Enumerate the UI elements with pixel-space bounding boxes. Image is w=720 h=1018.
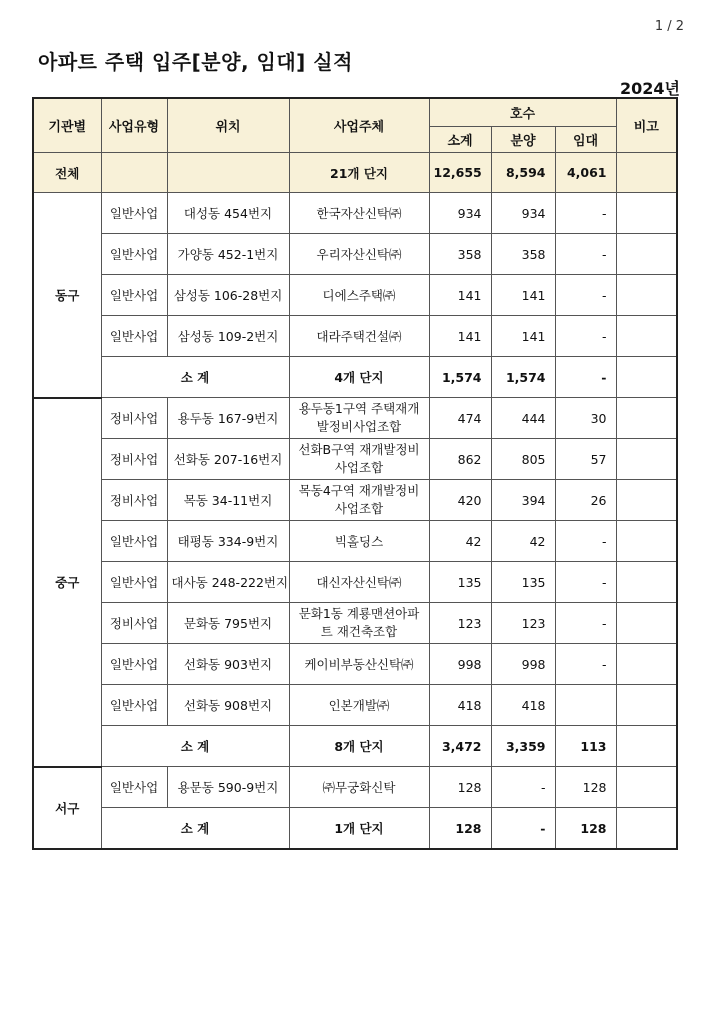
- row-remarks: [616, 275, 677, 316]
- row-sale: 42: [491, 521, 555, 562]
- row-sale: 418: [491, 685, 555, 726]
- row-operator: 케이비부동산신탁㈜: [289, 644, 429, 685]
- header-location: 위치: [167, 98, 289, 153]
- agency-seogu: 서구: [33, 767, 101, 850]
- row-location: 대사동 248-222번지: [167, 562, 289, 603]
- row-type: 정비사업: [101, 480, 167, 521]
- row-operator: 대신자산신탁㈜: [289, 562, 429, 603]
- row-operator: 문화1동 계룡맨션아파트 재건축조합: [289, 603, 429, 644]
- subtotal-remarks: [616, 357, 677, 398]
- row-location: 삼성동 109-2번지: [167, 316, 289, 357]
- row-operator: 인본개발㈜: [289, 685, 429, 726]
- row-sale: 998: [491, 644, 555, 685]
- row-remarks: [616, 480, 677, 521]
- row-subtotal: 418: [429, 685, 491, 726]
- row-subtotal: 128: [429, 767, 491, 808]
- row-type: 일반사업: [101, 316, 167, 357]
- subtotal-rental: -: [555, 357, 616, 398]
- row-type: 일반사업: [101, 193, 167, 234]
- table-row: [33, 234, 677, 275]
- table-row: [33, 562, 677, 603]
- table-row: [33, 685, 677, 726]
- header-operator: 사업주체: [289, 98, 429, 153]
- table-row: [33, 767, 677, 808]
- row-type: 정비사업: [101, 398, 167, 439]
- subtotal-label: 소 계: [101, 726, 289, 767]
- row-location: 선화동 903번지: [167, 644, 289, 685]
- row-subtotal: 358: [429, 234, 491, 275]
- row-remarks: [616, 316, 677, 357]
- row-operator: 선화B구역 재개발정비사업조합: [289, 439, 429, 480]
- header-subtotal: 소계: [429, 127, 491, 153]
- subtotal-rental: 113: [555, 726, 616, 767]
- header-row-1: [33, 98, 677, 127]
- total-sale: 8,594: [491, 153, 555, 193]
- row-location: 용두동 167-9번지: [167, 398, 289, 439]
- row-rental: 57: [555, 439, 616, 480]
- row-type: 정비사업: [101, 603, 167, 644]
- subtotal-sale: 3,359: [491, 726, 555, 767]
- table-row: [33, 193, 677, 234]
- subtotal-remarks: [616, 808, 677, 850]
- header-remarks: 비고: [616, 98, 677, 153]
- row-sale: 934: [491, 193, 555, 234]
- row-rental: -: [555, 275, 616, 316]
- row-rental: -: [555, 644, 616, 685]
- row-rental: -: [555, 603, 616, 644]
- row-subtotal: 123: [429, 603, 491, 644]
- table-row: [33, 521, 677, 562]
- table-row: [33, 316, 677, 357]
- row-remarks: [616, 439, 677, 480]
- subtotal-row-donggu: [33, 357, 677, 398]
- table-row: [33, 603, 677, 644]
- row-rental: [555, 685, 616, 726]
- row-rental: 128: [555, 767, 616, 808]
- row-location: 선화동 207-16번지: [167, 439, 289, 480]
- row-type: 일반사업: [101, 234, 167, 275]
- header-business-type: 사업유형: [101, 98, 167, 153]
- row-sale: 444: [491, 398, 555, 439]
- page-number: 1 / 2: [654, 19, 684, 34]
- subtotal-complexes: 1개 단지: [289, 808, 429, 850]
- subtotal-sale: 1,574: [491, 357, 555, 398]
- header-agency: 기관별: [33, 98, 101, 153]
- table-row: [33, 439, 677, 480]
- housing-table: [32, 97, 678, 850]
- subtotal-label: 소 계: [101, 808, 289, 850]
- row-subtotal: 141: [429, 275, 491, 316]
- row-remarks: [616, 767, 677, 808]
- row-operator: 용두동1구역 주택재개발정비사업조합: [289, 398, 429, 439]
- row-type: 일반사업: [101, 562, 167, 603]
- row-subtotal: 42: [429, 521, 491, 562]
- subtotal-subtotal: 128: [429, 808, 491, 850]
- total-empty-type: [101, 153, 167, 193]
- row-type: 정비사업: [101, 439, 167, 480]
- total-remarks: [616, 153, 677, 193]
- subtotal-sale: -: [491, 808, 555, 850]
- row-type: 일반사업: [101, 644, 167, 685]
- row-remarks: [616, 193, 677, 234]
- row-sale: 394: [491, 480, 555, 521]
- agency-donggu: 동구: [33, 193, 101, 398]
- subtotal-complexes: 4개 단지: [289, 357, 429, 398]
- row-location: 용문동 590-9번지: [167, 767, 289, 808]
- total-rental: 4,061: [555, 153, 616, 193]
- row-rental: -: [555, 562, 616, 603]
- total-label: 전체: [33, 153, 101, 193]
- row-sale: 805: [491, 439, 555, 480]
- row-location: 삼성동 106-28번지: [167, 275, 289, 316]
- document-title: 아파트 주택 입주[분양, 임대] 실적: [38, 50, 353, 74]
- row-operator: 대라주택건설㈜: [289, 316, 429, 357]
- table-row: [33, 480, 677, 521]
- row-sale: 135: [491, 562, 555, 603]
- row-sale: 123: [491, 603, 555, 644]
- total-complexes: 21개 단지: [289, 153, 429, 193]
- row-rental: -: [555, 521, 616, 562]
- row-sale: 358: [491, 234, 555, 275]
- total-row: [33, 153, 677, 193]
- row-type: 일반사업: [101, 685, 167, 726]
- document-year: 2024년: [620, 79, 680, 98]
- row-operator: 빅홀딩스: [289, 521, 429, 562]
- row-operator: ㈜무궁화신탁: [289, 767, 429, 808]
- row-location: 목동 34-11번지: [167, 480, 289, 521]
- subtotal-complexes: 8개 단지: [289, 726, 429, 767]
- row-remarks: [616, 234, 677, 275]
- row-subtotal: 141: [429, 316, 491, 357]
- row-type: 일반사업: [101, 521, 167, 562]
- subtotal-remarks: [616, 726, 677, 767]
- table-row: [33, 398, 677, 439]
- row-subtotal: 135: [429, 562, 491, 603]
- row-location: 태평동 334-9번지: [167, 521, 289, 562]
- row-rental: -: [555, 193, 616, 234]
- table-row: [33, 644, 677, 685]
- row-location: 대성동 454번지: [167, 193, 289, 234]
- row-remarks: [616, 603, 677, 644]
- row-remarks: [616, 521, 677, 562]
- row-remarks: [616, 562, 677, 603]
- row-operator: 한국자산신탁㈜: [289, 193, 429, 234]
- row-operator: 디에스주택㈜: [289, 275, 429, 316]
- header-sale: 분양: [491, 127, 555, 153]
- subtotal-rental: 128: [555, 808, 616, 850]
- row-sale: -: [491, 767, 555, 808]
- row-subtotal: 862: [429, 439, 491, 480]
- total-empty-location: [167, 153, 289, 193]
- row-operator: 우리자산신탁㈜: [289, 234, 429, 275]
- row-rental: -: [555, 316, 616, 357]
- row-location: 가양동 452-1번지: [167, 234, 289, 275]
- subtotal-label: 소 계: [101, 357, 289, 398]
- row-sale: 141: [491, 275, 555, 316]
- row-subtotal: 934: [429, 193, 491, 234]
- subtotal-row-junggu: [33, 726, 677, 767]
- row-type: 일반사업: [101, 767, 167, 808]
- row-subtotal: 998: [429, 644, 491, 685]
- agency-junggu: 중구: [33, 398, 101, 767]
- row-rental: -: [555, 234, 616, 275]
- total-subtotal: 12,655: [429, 153, 491, 193]
- row-remarks: [616, 685, 677, 726]
- row-location: 선화동 908번지: [167, 685, 289, 726]
- table-row: [33, 275, 677, 316]
- header-units: 호수: [429, 98, 616, 127]
- row-operator: 목동4구역 재개발정비사업조합: [289, 480, 429, 521]
- row-location: 문화동 795번지: [167, 603, 289, 644]
- row-remarks: [616, 398, 677, 439]
- row-subtotal: 474: [429, 398, 491, 439]
- row-type: 일반사업: [101, 275, 167, 316]
- row-rental: 26: [555, 480, 616, 521]
- subtotal-subtotal: 1,574: [429, 357, 491, 398]
- header-rental: 임대: [555, 127, 616, 153]
- row-sale: 141: [491, 316, 555, 357]
- subtotal-row-seogu: [33, 808, 677, 850]
- row-subtotal: 420: [429, 480, 491, 521]
- row-rental: 30: [555, 398, 616, 439]
- subtotal-subtotal: 3,472: [429, 726, 491, 767]
- row-remarks: [616, 644, 677, 685]
